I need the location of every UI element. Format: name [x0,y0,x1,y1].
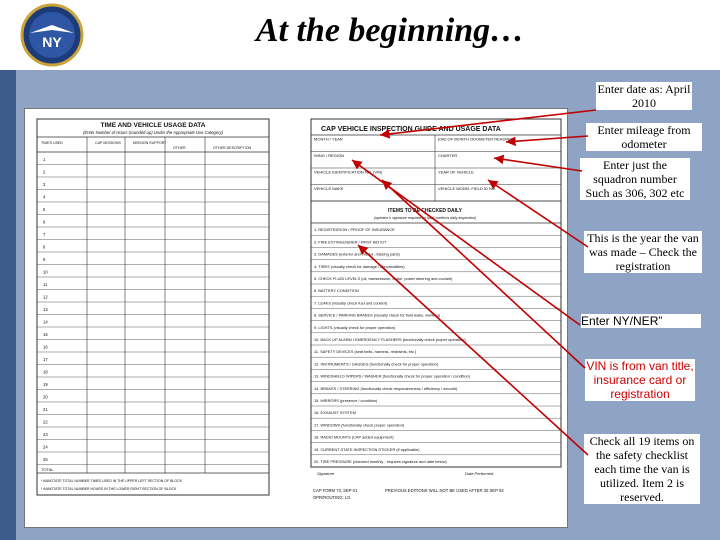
row-number: 15 [43,332,48,337]
row-number: 22 [43,419,48,425]
arrow-year [488,180,588,247]
col-other: OTHER [173,146,186,150]
row-number: 19 [43,382,48,387]
items-header: ITEMS TO BE CHECKED DAILY [388,208,462,214]
annotation-year: This is the year the van was made – Check the registration [584,231,702,273]
row-number: 7 [43,232,46,237]
checklist-item: 2. FIRE EXTINGUISHER / FIRST AID KIT [314,239,387,245]
left-form-subtitle: (Enter Number of Hours (rounded up) Under the Appropriate Use Category) [83,130,223,135]
right-form-title: CAP VEHICLE INSPECTION GUIDE AND USAGE DATA [321,126,501,133]
field-label: WING / REGION [314,153,344,158]
col-mission-support: MISSION SUPPORT [133,141,167,145]
signature-label: Signature [317,471,335,476]
arrow-squadron [494,158,582,171]
form-footer-opr: OPR/ROUTING: LG [313,495,351,500]
checklist-item: 9. LIGHTS (visually check for proper operation) [314,324,396,330]
field-label: CHARTER [438,153,458,158]
checklist-item: 5. CHECK FLUID LEVELS (oil, transmission, brake, power steering and coolant) [314,276,453,281]
slide-title: At the beginning… [255,12,525,49]
row-number: 4 [43,194,46,200]
left-footnote-2: * ANNOTATE TOTAL NUMBER HOURS IN THE LOWER RIGHT SECTION OF BLOCK [41,487,177,491]
checklist-item: 12. INSTRUMENTS / GAUGES (functionally check for proper operation) [314,361,439,367]
annotation-wing: Enter NY/NER” [581,314,701,328]
row-number: 1 [43,157,46,162]
checklist-item: 18. RADIO MOUNTS (CAP added equipment) [314,434,394,440]
form-footer-left: CAP FORM 73, SEP 01 [313,488,358,493]
row-number: 16 [43,344,48,350]
arrow-checklist [358,245,588,455]
field-label: VEHICLE IDENTIFICATION NO. (VIN) [314,169,383,175]
row-number: 23 [43,432,48,437]
left-form-title: TIME AND VEHICLE USAGE DATA [100,122,206,129]
row-number: 10 [43,269,48,275]
checklist-item: 15. MIRRORS (presence / condition) [314,398,378,403]
annotation-mileage: Enter mileage from odometer [586,123,702,151]
field-label: YEAR OF VEHICLE [438,169,474,175]
row-number: 3 [43,182,46,187]
annotation-checklist: Check all 19 items on the safety checklist each time the van is utilized. Item 2 is reserved. [584,434,700,504]
arrow-mileage [506,136,588,142]
row-number: 2 [43,169,46,175]
field-label: VEHICLE MAKE [314,186,344,191]
row-number: 25 [43,457,48,462]
col-cap-missions: CAP MISSIONS [95,141,121,145]
checklist-item: 7. LEAKS (visually check fuel and coolant) [314,300,388,306]
checklist-item: 6. BATTERY CONDITION [314,288,359,294]
field-label: END OF MONTH ODOMETER READING [438,136,513,142]
row-number: 9 [43,257,46,262]
left-footnote-1: * ANNOTATE TOTAL NUMBER TIMES USED IN THE UPPER LEFT SECTION OF BLOCK [41,479,182,483]
checklist-item: 1. REGISTRATION / PROOF OF INSURANCE [314,227,395,233]
checklist-item: 8. SERVICE / PARKING BRAKES (visually check for fluid leaks, working) [314,312,440,318]
row-number: 6 [43,219,46,225]
col-times-used: TIMES USED [41,141,63,145]
row-number: 13 [43,307,48,312]
annotation-vin: VIN is from van title, insurance card or registration [586,359,694,401]
checklist-item: 11. SAFETY DEVICES (seat belts, harness, restraints, etc.) [314,349,417,355]
row-number: 5 [43,207,46,212]
row-number: 21 [43,407,48,412]
row-number: 11 [43,282,48,287]
annotation-squadron: Enter just the squadron number Such as 306, 302 etc [580,158,690,200]
checklist-item: 20. TIRE PRESSURE (checked monthly - requires signature and date below) [314,459,447,464]
left-total-label: TOTAL [41,467,54,472]
row-number: 20 [43,394,48,400]
row-number: 18 [43,369,48,375]
items-subheader: (operator's signature required on back confirms daily inspection) [374,216,476,220]
annotation-date: Enter date as: April 2010 [597,82,691,110]
checklist-item: 16. EXHAUST SYSTEM [314,410,356,416]
col-other-description: OTHER DESCRIPTION [213,146,252,150]
checklist-item: 10. BACK UP ALARM / EMERGENCY FLASHERS (functionally check proper operation) [314,337,466,342]
row-number: 8 [43,244,46,250]
arrow-vin [382,180,585,368]
checklist-item: 17. WINDOWS (functionally check proper operation) [314,422,405,428]
field-label: VEHICLE MODEL FIELD ID NO. [438,186,497,191]
row-number: 24 [43,444,48,450]
row-number: 14 [43,319,48,325]
row-number: 12 [43,294,48,300]
form-footer-right: PREVIOUS EDITIONS WILL NOT BE USED AFTER 30 SEP 03 [385,488,504,493]
logo-text: NY [42,34,62,50]
checklist-item: 3. DAMAGES (exterior and interior, missing parts) [314,251,400,257]
checklist-item: 19. CURRENT STATE INSPECTION STICKER (if applicable) [314,446,420,452]
checklist-item: 13. WINDSHIELD WIPERS / WASHER (functionally check for proper operation / condition) [314,373,470,379]
checklist-item: 4. TIRES (visually check for damage / abnormalities) [314,263,405,269]
checklist-item: 14. BRAKES / STEERING (functionally check responsiveness / efficiency / smooth) [314,385,458,391]
field-label: MONTH / YEAR [314,136,343,142]
row-number: 17 [43,357,48,362]
date-label: Date Performed [465,471,494,476]
arrow-date [380,110,596,135]
